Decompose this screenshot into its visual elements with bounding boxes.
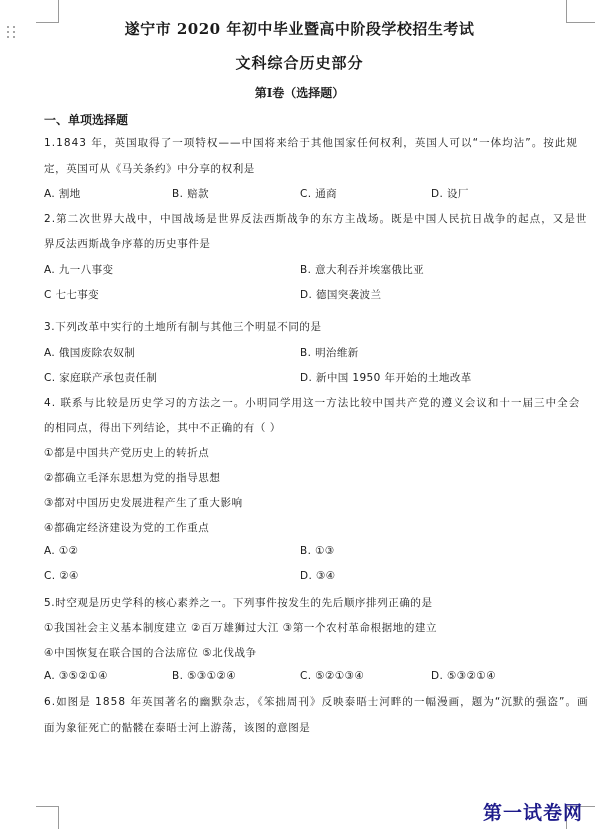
q2-option-c: C 七七事变 bbox=[44, 289, 100, 301]
q3-option-c: C. 家庭联产承包责任制 bbox=[44, 372, 158, 384]
q4-option-b: B. ①③ bbox=[300, 545, 335, 557]
q4-option-a: A. ①② bbox=[44, 545, 79, 557]
crop-mark-bottom-left bbox=[36, 806, 59, 829]
q3-option-b: B. 明治维新 bbox=[300, 347, 359, 359]
q2-option-a: A. 九一八事变 bbox=[44, 264, 114, 276]
q1-option-a: A. 割地 bbox=[44, 188, 81, 200]
q6-line2: 面为象征死亡的骷髅在泰晤士河上游荡，该图的意图是 bbox=[44, 722, 311, 734]
q3-line1: 3.下列改革中实行的土地所有制与其他三个明显不同的是 bbox=[44, 321, 322, 333]
q2-line2: 界反法西斯战争序幕的历史事件是 bbox=[44, 238, 211, 250]
q4-statement-3: ③都对中国历史发展进程产生了重大影响 bbox=[44, 497, 243, 509]
q5-option-d: D. ⑤③②①④ bbox=[431, 670, 497, 682]
q1-option-c: C. 通商 bbox=[300, 188, 338, 200]
exam-title: 遂宁市 2020 年初中毕业暨高中阶段学校招生考试 bbox=[124, 20, 475, 38]
part-title: 第Ⅰ卷（选择题） bbox=[254, 86, 345, 100]
q5-events-line2: ④中国恢复在联合国的合法席位 ⑤北伐战争 bbox=[44, 647, 257, 659]
q1-line2: 定，英国可从《马关条约》中分享的权利是 bbox=[44, 163, 255, 175]
q5-option-b: B. ⑤③①②④ bbox=[172, 670, 237, 682]
q1-option-d: D. 设厂 bbox=[431, 188, 469, 200]
q4-line1: 4. 联系与比较是历史学习的方法之一。小明同学用这一方法比较中国共产党的遵义会议和十一届三中全会 bbox=[44, 397, 581, 409]
q5-events-line1: ①我国社会主义基本制度建立 ②百万雄狮过大江 ③第一个农村革命根据地的建立 bbox=[44, 622, 438, 634]
q6-line1: 6.如图是 1858 年英国著名的幽默杂志，《笨拙周刊》反映泰晤士河畔的一幅漫画，题为“沉默的强盗”。画 bbox=[44, 696, 589, 708]
q4-statement-1: ①都是中国共产党历史上的转折点 bbox=[44, 447, 210, 459]
q1-line1: 1.1843 年，英国取得了一项特权——中国将来给于其他国家任何权利，英国人可以“一体均沾”。按此规 bbox=[44, 137, 578, 149]
q3-option-a: A. 俄国废除农奴制 bbox=[44, 347, 136, 359]
q4-line2: 的相同点，得出下列结论，其中不正确的有（ ） bbox=[44, 422, 282, 434]
q2-option-b: B. 意大利吞并埃塞俄比亚 bbox=[300, 264, 425, 276]
watermark-logo: 第一试卷网 bbox=[482, 802, 583, 824]
q1-option-b: B. 赔款 bbox=[172, 188, 209, 200]
q5-line1: 5.时空观是历史学科的核心素养之一。下列事件按发生的先后顺序排列正确的是 bbox=[44, 597, 433, 609]
q4-option-d: D. ③④ bbox=[300, 570, 336, 582]
q4-option-c: C. ②④ bbox=[44, 570, 79, 582]
q4-statement-2: ②都确立毛泽东思想为党的指导思想 bbox=[44, 472, 221, 484]
section-title: 一、单项选择题 bbox=[44, 113, 129, 127]
q5-option-a: A. ③⑤②①④ bbox=[44, 670, 108, 682]
q5-option-c: C. ⑤②①③④ bbox=[300, 670, 365, 682]
q4-statement-4: ④都确定经济建设为党的工作重点 bbox=[44, 522, 210, 534]
q2-option-d: D. 德国突袭波兰 bbox=[300, 289, 382, 301]
exam-subtitle: 文科综合历史部分 bbox=[235, 54, 364, 72]
q3-option-d: D. 新中国 1950 年开始的土地改革 bbox=[300, 372, 472, 384]
q2-line1: 2.第二次世界大战中，中国战场是世界反法西斯战争的东方主战场。既是中国人民抗日战争的起点，又是世 bbox=[44, 213, 588, 225]
